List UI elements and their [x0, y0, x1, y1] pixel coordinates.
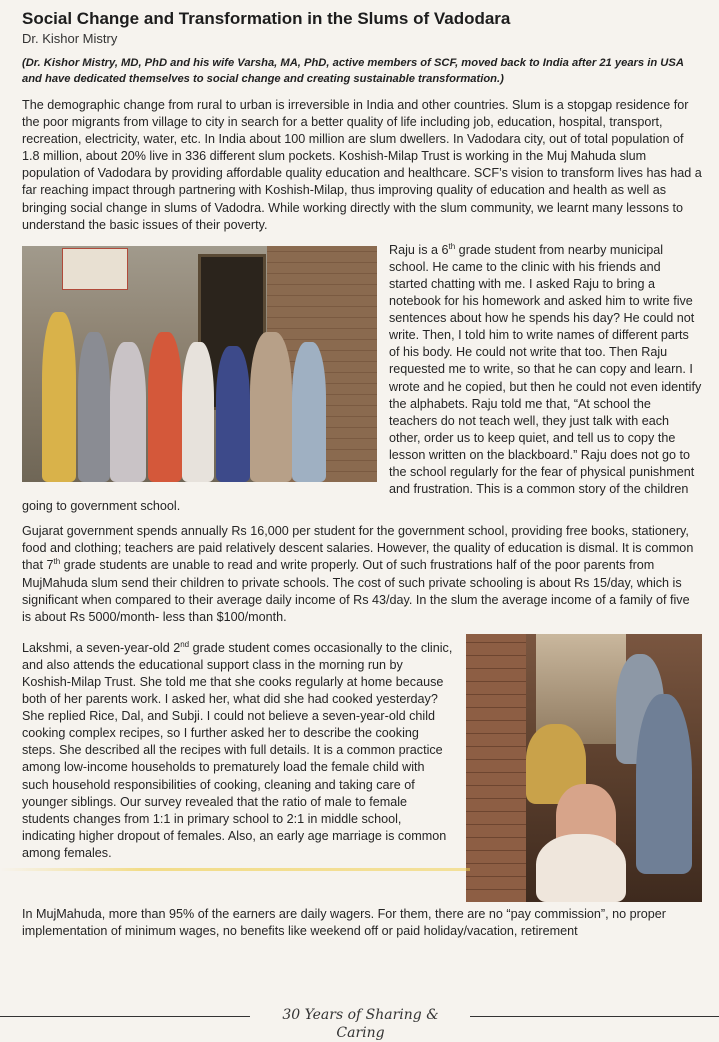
child-figure	[536, 834, 626, 902]
paragraph-1: The demographic change from rural to urban is irreversible in India and other countries. Slum is a stopgap residence for the poor migrants from village to city in search for a better quality of life including job, education, hospital, transport, recreation, electricity, water, etc. In India about 100 million are slum dwellers. In Vadodara city, out of total population of 1.8 million, about 20% live in 336 different slum pockets. Koshish-Milap Trust is working in the Muj Mahuda slum population of Vadodara by providing affordable quality education and healthcare. SCF’s vision to transform lives has had a far reaching impact through partnering with Koshish-Milap, thus improving quality of education and health as well as bringing social change in slums of Vadodra. While working directly with the slum community, we learnt many lessons to understand the basic issues of their poverty.	[22, 98, 702, 232]
footer-rule-right	[470, 1016, 719, 1017]
brick-wall-image	[466, 634, 526, 902]
child-figure	[148, 332, 182, 482]
footer-rule-left	[0, 1016, 250, 1017]
wall-sign-image	[62, 248, 128, 290]
child-figure	[110, 342, 146, 482]
paragraph-3: Gujarat government spends annually Rs 16,000 per student for the government school, providing free books, stationery, food and clothing; teachers are paid relatively descent salaries. However, the quality of education is dismal. It is common that 7th grade students are unable to read and write properly. Out of such frustrations half of the poor parents from MujMahuda slum send their children to private schools. The cost of such private schooling is about Rs 15/day, which is significant when compared to their average daily income of Rs 43/day. In the slum the average income of a family of five is about Rs 5000/month- less than $100/month.	[22, 524, 694, 624]
article	[22, 8, 702, 948]
child-figure	[250, 332, 292, 482]
footer	[0, 1006, 719, 1041]
article-author: Dr. Kishor Mistry	[22, 31, 118, 46]
paragraph-4: Lakshmi, a seven-year-old 2nd grade student comes occasionally to the clinic, and also attends the educational support class in the morning run by Koshish-Milap Trust. She told me that she cooks regularly at home because both of her parents work. I asked her, what did she had cooked yesterday? She replied Rice, Dal, and Subji. I could not believe a seven-year-old child cooking complex recipes, so I further asked her to describe the cooking steps. She described all the recipes with full details. It is a common practice among low-income households to prematurely load the female child with such household responsibilities of cooking, cleaning and taking care of younger siblings. Our survey revealed that the ratio of male to female students changes from 1:1 in primary school to 2:1 in middle school, indicating higher dropout of females. Also, an early age marriage is common among females.	[22, 639, 453, 860]
child-figure	[78, 332, 110, 482]
highlighter-mark	[0, 868, 470, 871]
photo-children-outside-door	[22, 246, 377, 482]
child-figure	[182, 342, 214, 482]
child-figure	[216, 346, 250, 482]
paragraph-5: In MujMahuda, more than 95% of the earners are daily wagers. For them, there are no “pay commission”, no proper implementation of minimum wages, no benefits like weekend off or paid holiday/vacation, retirement	[22, 906, 666, 938]
child-figure	[636, 694, 692, 874]
child-figure	[292, 342, 326, 482]
article-title: Social Change and Transformation in the Slums of Vadodara	[22, 9, 511, 28]
photo-children-studying	[466, 634, 702, 902]
paragraph-2: Raju is a 6th grade student from nearby municipal school. He came to the clinic with his friends and started chatting with me. I asked Raju to bring a notebook for his homework and asked him to write five sentences about how he spends his day? He could not write. Then, I told him to write names of different parts of his body. He could not write that too. Then Raju requested me to write, so that he can copy and learn. I wrote and he copied, but then he could not even identify the alphabets. Raju told me that, “At school the teachers do not teach well, they just talk with each other, order us to keep quiet, and tell us to copy the lesson written on the blackboard.” Raju does not go to the school regularly for the fear of physical punishment and frustration. This is a common story of the children going to government school.	[22, 241, 702, 514]
footer-text: 30 Years of Sharing & Caring	[282, 1007, 439, 1041]
article-intro: (Dr. Kishor Mistry, MD, PhD and his wife Varsha, MA, PhD, active members of SCF, moved back to India after 21 years in USA and have dedicated themselves to social change and creating sustainable transformation.)	[22, 57, 684, 85]
child-figure	[42, 312, 76, 482]
